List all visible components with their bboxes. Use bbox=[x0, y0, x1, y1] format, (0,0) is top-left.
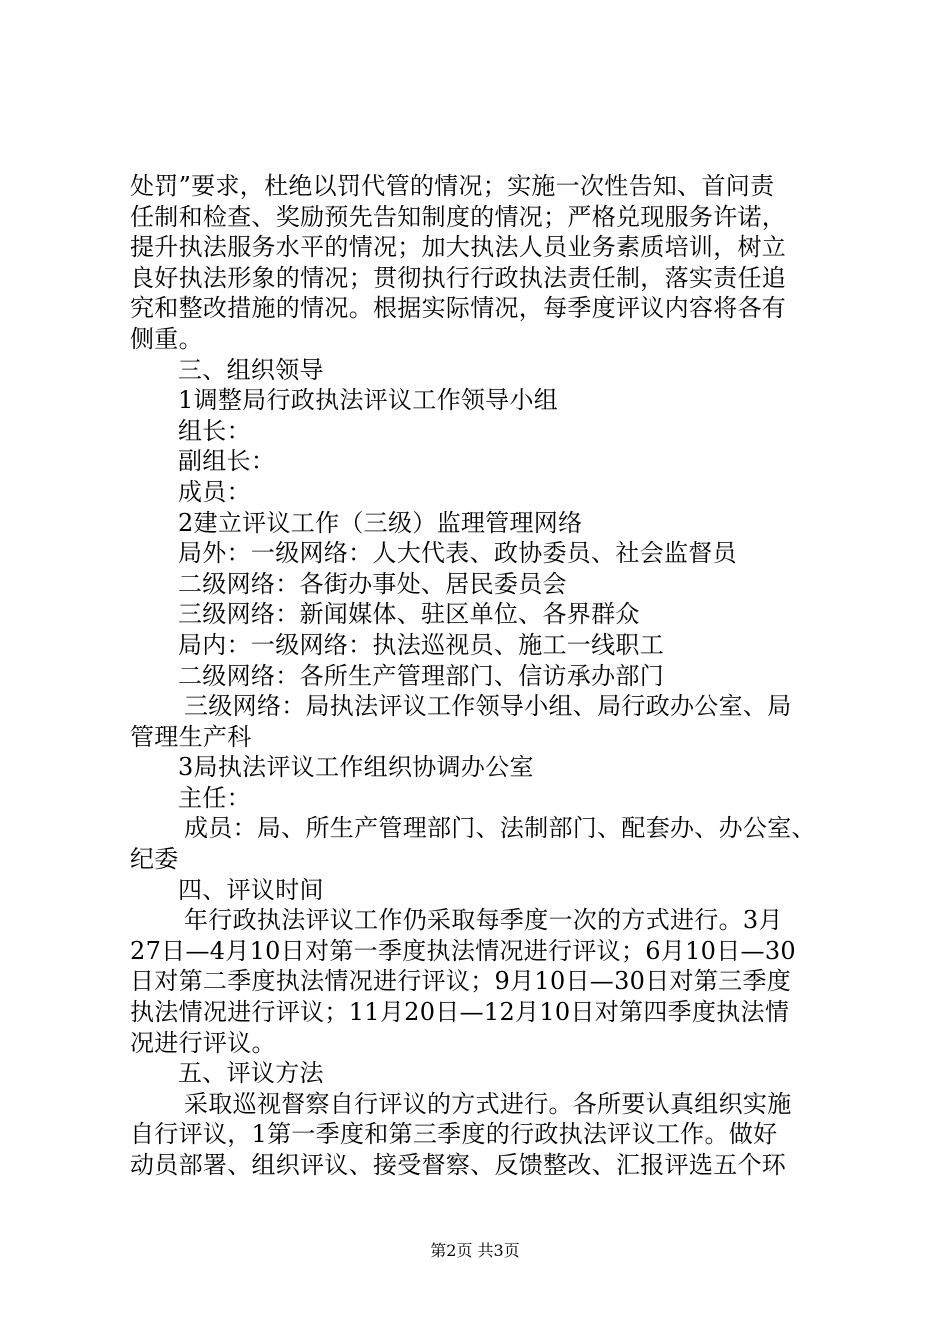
text-line: 侧重。 bbox=[130, 324, 203, 353]
text-line: 组长： bbox=[178, 416, 251, 445]
section-heading: 三、组织领导 bbox=[178, 355, 324, 384]
text-line: 副组长： bbox=[178, 447, 276, 476]
text-line: 究和整改措施的情况。根据实际情况，每季度评议内容将各有 bbox=[130, 294, 787, 323]
text-line: 27日—4月10日对第一季度执法情况进行评议；6月10日—30 bbox=[130, 936, 796, 965]
subsection-heading: 1调整局行政执法评议工作领导小组 bbox=[178, 386, 559, 415]
subsection-heading: 2建立评议工作（三级）监理管理网络 bbox=[178, 508, 583, 537]
text-line: 管理生产科 bbox=[130, 722, 252, 751]
document-body bbox=[130, 171, 845, 1181]
text-line: 采取巡视督察自行评议的方式进行。各所要认真组织实施 bbox=[184, 1089, 792, 1118]
page-footer: 第2页 共3页 bbox=[430, 1241, 520, 1260]
text-line: 纪委 bbox=[130, 845, 179, 874]
text-line: 二级网络：各街办事处、居民委员会 bbox=[178, 569, 567, 598]
text-line: 三级网络：新闻媒体、驻区单位、各界群众 bbox=[178, 600, 640, 629]
text-line: 局内：一级网络：执法巡视员、施工一线职工 bbox=[178, 630, 664, 659]
text-line: 处罚”要求，杜绝以罚代管的情况；实施一次性告知、首问责 bbox=[130, 172, 775, 200]
text-line: 提升执法服务水平的情况；加大执法人员业务素质培训，树立 bbox=[130, 233, 787, 262]
text-line: 执法情况进行评议；11月20日—12月10日对第四季度执法情 bbox=[130, 998, 790, 1027]
subsection-heading: 3局执法评议工作组织协调办公室 bbox=[178, 753, 534, 782]
text-line: 二级网络：各所生产管理部门、信访承办部门 bbox=[178, 661, 664, 690]
section-heading: 五、评议方法 bbox=[178, 1059, 324, 1088]
text-line: 成员：局、所生产管理部门、法制部门、配套办、办公室、 bbox=[184, 814, 816, 843]
text-line: 况进行评议。 bbox=[130, 1028, 276, 1057]
text-line: 局外：一级网络：人大代表、政协委员、社会监督员 bbox=[178, 539, 737, 568]
text-line: 年行政执法评议工作仍采取每季度一次的方式进行。3月 bbox=[184, 906, 783, 935]
text-line: 自行评议，1第一季度和第三季度的行政执法评议工作。做好 bbox=[130, 1120, 778, 1149]
text-line: 主任： bbox=[178, 783, 251, 812]
section-heading: 四、评议时间 bbox=[178, 875, 324, 904]
text-line: 日对第二季度执法情况进行评议；9月10日—30日对第三季度 bbox=[130, 967, 792, 996]
text-line: 任制和检查、奖励预先告知制度的情况；严格兑现服务许诺， bbox=[130, 202, 787, 231]
text-line: 动员部署、组织评议、接受督察、反馈整改、汇报评选五个环 bbox=[130, 1151, 787, 1179]
text-line: 成员： bbox=[178, 477, 251, 506]
text-line: 良好执法形象的情况；贯彻执行行政执法责任制，落实责任追 bbox=[130, 263, 787, 292]
text-line: 三级网络：局执法评议工作领导小组、局行政办公室、局 bbox=[184, 692, 792, 721]
